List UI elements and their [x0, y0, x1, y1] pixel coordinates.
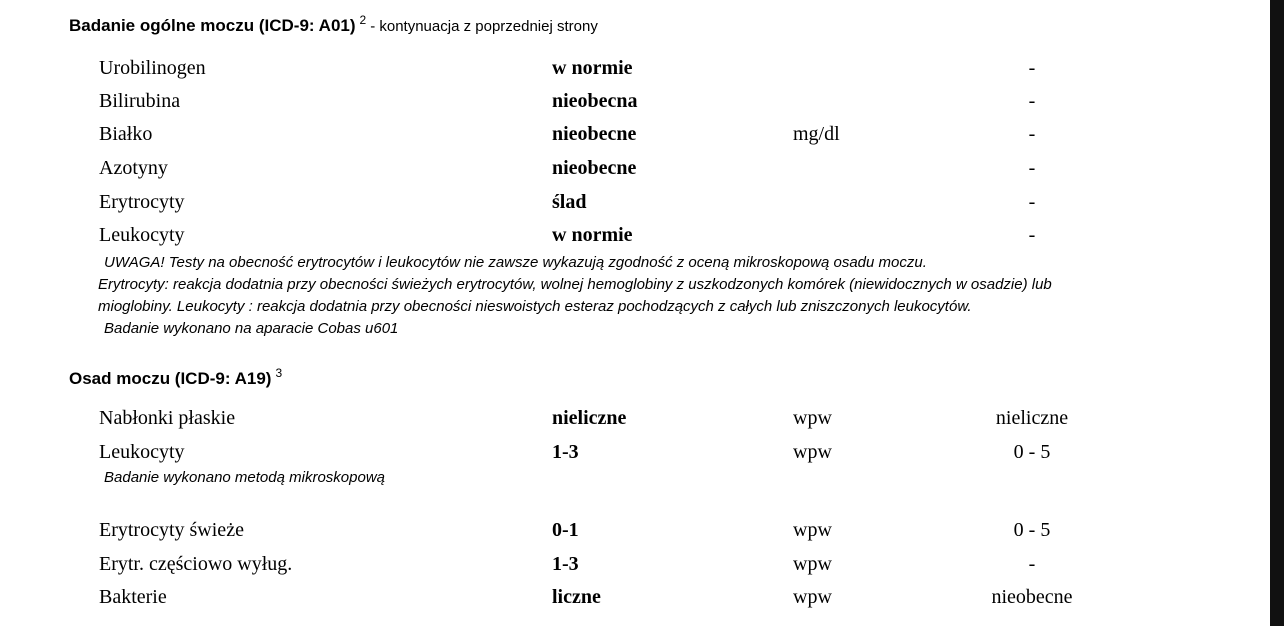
section-title: Osad moczu (ICD-9: A19) — [69, 369, 272, 388]
result-row-bakterie — [0, 582, 1270, 612]
continuation-note: - kontynuacja z poprzedniej strony — [370, 18, 598, 35]
result-row-erytrocyty-swieze — [0, 515, 1270, 545]
result-row-leukocyty — [0, 220, 1270, 250]
section-heading-urinalysis — [69, 13, 598, 36]
result-row-nablonki-plaskie — [0, 403, 1270, 433]
test-value: nieobecna — [552, 90, 638, 112]
test-name: Erytrocyty świeże — [99, 519, 244, 541]
test-reference: 0 - 5 — [1013, 441, 1051, 463]
test-name: Erytrocyty — [99, 191, 185, 213]
test-reference: - — [1028, 57, 1036, 79]
test-unit: wpw — [793, 407, 832, 429]
warning-note: UWAGA! Testy na obecność erytrocytów i leukocytów nie zawsze wykazują zgodność z oceną mikroskopową osadu moczu. — [104, 254, 927, 271]
test-name: Nabłonki płaskie — [99, 407, 236, 429]
test-unit: wpw — [793, 553, 832, 575]
screen-edge — [1270, 0, 1284, 626]
erythrocytes-note-line1: Erytrocyty: reakcja dodatnia przy obecności świeżych erytrocytów, wolnej hemoglobiny z uszkodzonych komórek (niewidocznych w osadzie) lub — [98, 276, 1052, 293]
test-reference: - — [1028, 553, 1036, 575]
test-value: 1-3 — [552, 441, 579, 463]
result-row-urobilinogen — [0, 53, 1270, 83]
test-name: Białko — [99, 123, 153, 145]
test-value: w normie — [552, 57, 633, 79]
test-reference: nieliczne — [995, 407, 1069, 429]
test-name: Bilirubina — [99, 90, 181, 112]
test-reference: - — [1028, 123, 1036, 145]
test-reference: nieobecne — [991, 586, 1073, 608]
test-reference: - — [1028, 157, 1036, 179]
result-row-erytrocyty — [0, 187, 1270, 217]
test-reference: - — [1028, 224, 1036, 246]
test-name: Erytr. częściowo wyług. — [99, 553, 293, 575]
section-title: Badanie ogólne moczu (ICD-9: A01) — [69, 16, 356, 35]
footnote-marker: 2 — [359, 13, 367, 27]
result-row-bialko — [0, 119, 1270, 149]
test-reference: 0 - 5 — [1013, 519, 1051, 541]
test-value: nieobecne — [552, 157, 637, 179]
result-row-bilirubina — [0, 86, 1270, 116]
erythrocytes-note-line2: mioglobiny. Leukocyty : reakcja dodatnia przy obecności nieswoistych esteraz pochodzących z całych lub zniszczonych leukocytów. — [98, 298, 972, 315]
test-name: Urobilinogen — [99, 57, 206, 79]
test-name: Bakterie — [99, 586, 167, 608]
method-note: Badanie wykonano metodą mikroskopową — [104, 469, 385, 486]
test-reference: - — [1028, 191, 1036, 213]
test-unit: wpw — [793, 586, 832, 608]
section-heading-sediment — [69, 366, 283, 389]
test-value: w normie — [552, 224, 633, 246]
test-name: Leukocyty — [99, 441, 185, 463]
test-value: 0-1 — [552, 519, 579, 541]
result-row-azotyny — [0, 153, 1270, 183]
test-unit: mg/dl — [793, 123, 840, 145]
test-unit: wpw — [793, 441, 832, 463]
test-name: Azotyny — [99, 157, 168, 179]
test-value: liczne — [552, 586, 601, 608]
test-value: nieliczne — [552, 407, 627, 429]
test-value: ślad — [552, 191, 587, 213]
test-value: 1-3 — [552, 553, 579, 575]
result-row-leukocyty-osad — [0, 437, 1270, 467]
device-note: Badanie wykonano na aparacie Cobas u601 — [104, 320, 399, 337]
footnote-marker: 3 — [275, 366, 283, 380]
test-reference: - — [1028, 90, 1036, 112]
test-value: nieobecne — [552, 123, 637, 145]
test-name: Leukocyty — [99, 224, 185, 246]
test-unit: wpw — [793, 519, 832, 541]
result-row-erytr-czesciowo-wylug — [0, 549, 1270, 579]
